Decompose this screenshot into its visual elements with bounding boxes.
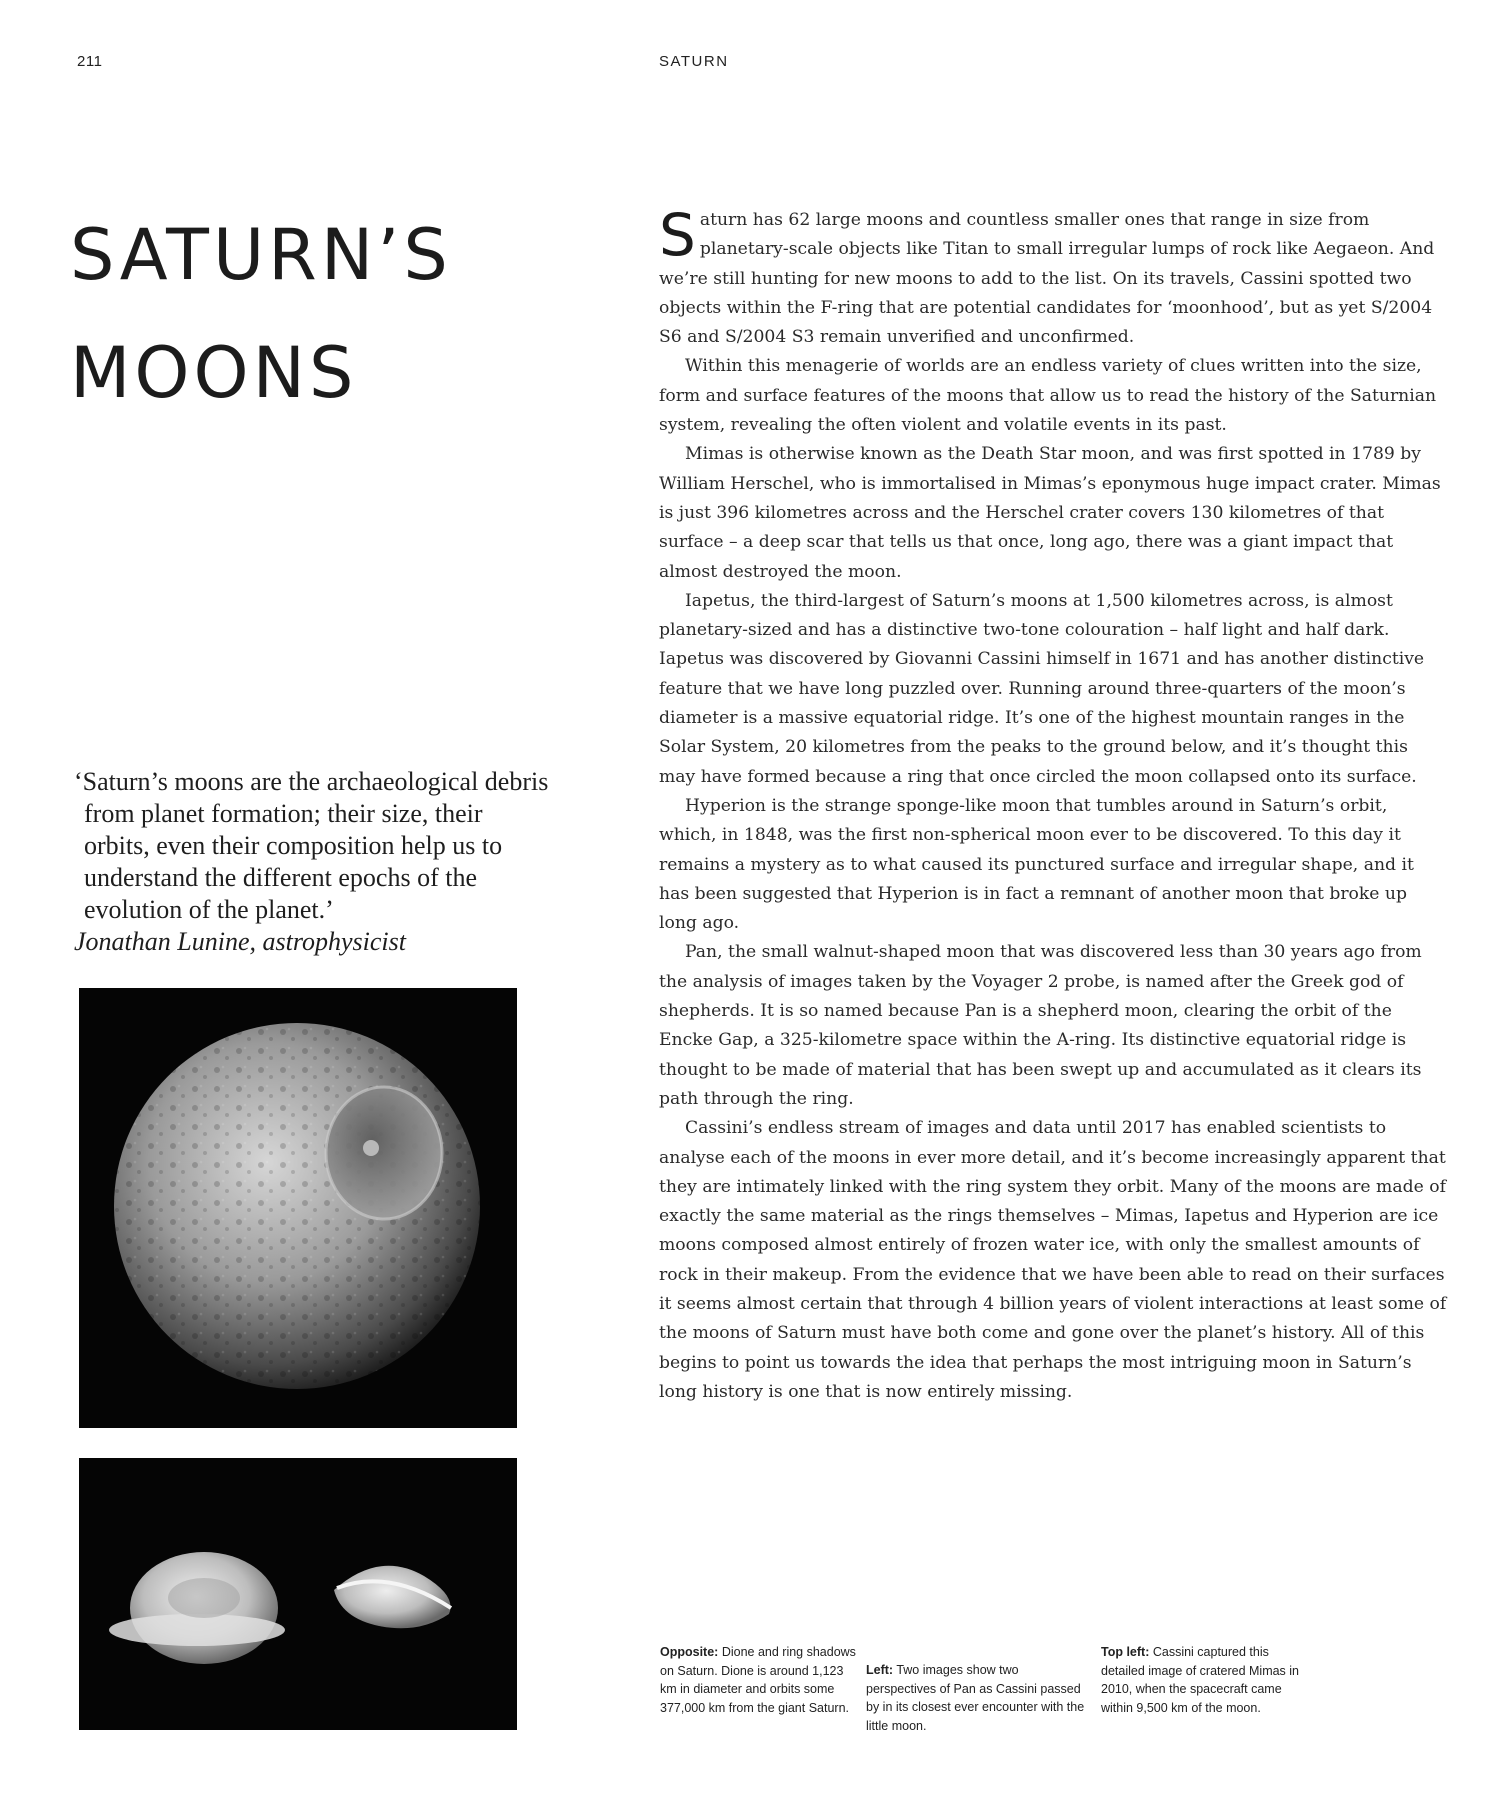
- quote-text: ‘Saturn’s moons are the archaeological debris from planet formation; their size, their orbits, even their composition help us to understand the different epochs of the evolution of the planet.’: [74, 767, 549, 924]
- paragraph-1: [659, 201, 1447, 352]
- caption-left: [866, 1661, 1086, 1735]
- drop-cap: S: [659, 201, 696, 269]
- caption-opposite: [660, 1643, 860, 1717]
- caption-top-left-text: Cassini captured this detailed image of cratered Mimas in 2010, when the spacecraft came within 9,500 km of the moon.: [1101, 1645, 1300, 1715]
- caption-left-text: Two images show two perspectives of Pan as Cassini passed by in its closest ever encounter with the little moon.: [866, 1663, 1085, 1733]
- pull-quote: [74, 766, 554, 958]
- paragraph-5: Hyperion is the strange sponge-like moon that tumbles around in Saturn’s orbit, which, in 1848, was the first non-spherical moon ever to be discovered. To this day it remains a mystery as to what caused its punctured surface and irregular shape, and it has been suggested that Hyperion is in fact a remnant of another moon that broke up long ago.: [659, 795, 1414, 934]
- title-line-1: SATURN’S: [70, 214, 452, 296]
- paragraph-6: Pan, the small walnut-shaped moon that was discovered less than 30 years ago from the analysis of images taken by the Voyager 2 probe, is named after the Greek god of shepherds. It is so named because Pan is a shepherd moon, clearing the orbit of the Encke Gap, a 325-kilometre space within the A-ring. Its distinctive equatorial ridge is thought to be made of material that has been swept up and accumulated as it clears its path through the ring.: [659, 942, 1422, 1109]
- mimas-photo: [79, 988, 517, 1428]
- article-body: [659, 201, 1447, 1407]
- paragraph-3: Mimas is otherwise known as the Death Star moon, and was first spotted in 1789 by William Herschel, who is immortalised in Mimas’s eponymous huge impact crater. Mimas is just 396 kilometres across and the Herschel crater covers 130 kilometres of that surface – a deep scar that tells us that once, long ago, there was a giant impact that almost destroyed the moon.: [659, 444, 1441, 582]
- caption-opposite-label: Opposite:: [660, 1645, 719, 1659]
- running-head: SATURN: [659, 53, 729, 70]
- paragraph-7: Cassini’s endless stream of images and data until 2017 has enabled scientists to analyse each of the moons in ever more detail, and it’s become increasingly apparent that they are intimately linked with the ring system they orbit. Many of the moons are made of exactly the same material as the rings themselves – Mimas, Iapetus and Hyperion are ice moons composed almost entirely of frozen water ice, with only the smallest amounts of rock in their makeup. From the evidence that we have been able to read on their surfaces it seems almost certain that through 4 billion years of violent interactions at least some of the moons of Saturn must have both come and gone over the planet’s history. All of this begins to point us towards the idea that perhaps the most intriguing moon in Saturn’s long history is one that is now entirely missing.: [659, 1118, 1447, 1402]
- page-title: [70, 196, 510, 432]
- title-line-2: MOONS: [70, 332, 358, 414]
- mimas-illustration: [79, 988, 517, 1428]
- paragraph-4: Iapetus, the third-largest of Saturn’s moons at 1,500 kilometres across, is almost planetary-sized and has a distinctive two-tone colouration – half light and half dark. Iapetus was discovered by Giovanni Cassini himself in 1671 and has another distinctive feature that we have long puzzled over. Running around three-quarters of the moon’s diameter is a massive equatorial ridge. It’s one of the highest mountain ranges in the Solar System, 20 kilometres from the peaks to the ground below, and it’s thought this may have formed because a ring that once circled the moon collapsed onto its surface.: [659, 590, 1425, 787]
- paragraph-2: Within this menagerie of worlds are an endless variety of clues written into the size, form and surface features of the moons that allow us to read the history of the Saturnian system, revealing the often violent and volatile events in its past.: [659, 356, 1437, 436]
- pan-illustration: [79, 1458, 517, 1730]
- caption-left-label: Left:: [866, 1663, 894, 1677]
- paragraph-1-text: aturn has 62 large moons and countless smaller ones that range in size from planetary-scale objects like Titan to small irregular lumps of rock like Aegaeon. And we’re still hunting for new moons to add to the list. On its travels, Cassini spotted two objects within the F-ring that are potential candidates for ‘moonhood’, but as yet S/2004 S6 and S/2004 S3 remain unverified and unconfirmed.: [659, 210, 1435, 348]
- page-number: 211: [77, 53, 103, 70]
- caption-top-left: [1101, 1643, 1311, 1717]
- caption-opposite-text: Dione and ring shadows on Saturn. Dione is around 1,123 km in diameter and orbits some 377,000 km from the giant Saturn.: [660, 1645, 856, 1715]
- pan-photo: [79, 1458, 517, 1730]
- caption-top-left-label: Top left:: [1101, 1645, 1150, 1659]
- quote-author: Jonathan Lunine, astrophysicist: [74, 927, 406, 956]
